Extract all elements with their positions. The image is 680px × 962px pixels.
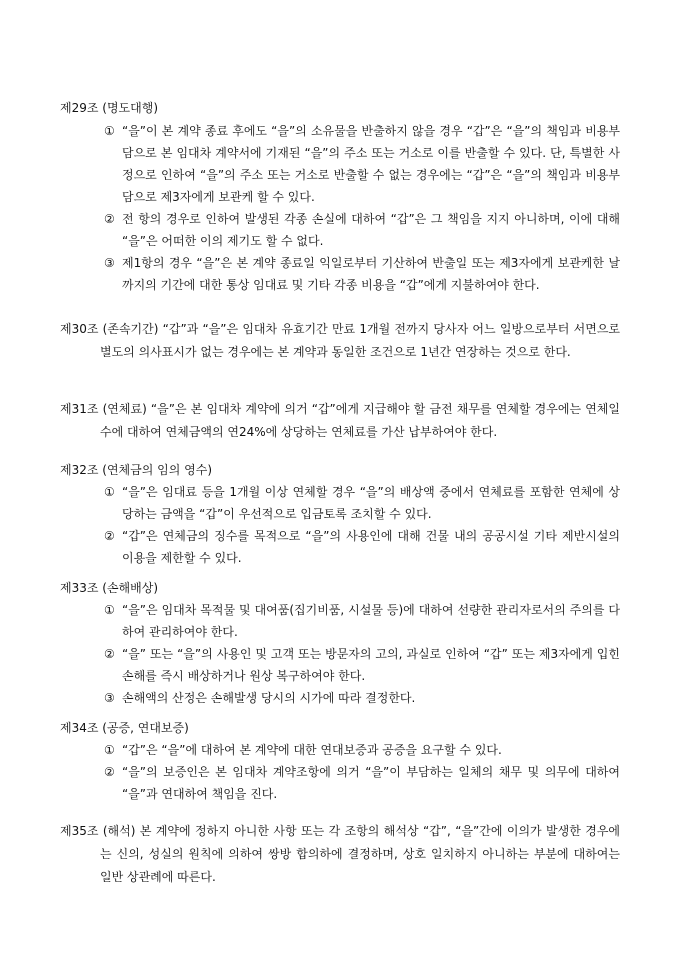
article-33: [60, 578, 620, 709]
clause-item: [104, 481, 620, 525]
clause-number: ①: [104, 124, 115, 138]
article-text: 제35조 (해석) 본 계약에 정하지 아니한 사항 또는 각 조항의 해석상 “갑”, “을”간에 이의가 발생한 경우에는 신의, 성실의 원칙에 의하여 쌍방 합의하에 결정하며, 상호 일치하지 아니하는 부분에 대하여는 일반 상관례에 따른다.: [60, 824, 620, 884]
clause-text: “을” 또는 “을”의 사용인 및 고객 또는 방문자의 고의, 과실로 인하여 “갑” 또는 제3자에게 입힌 손해를 즉시 배상하거나 원상 복구하여야 한다.: [122, 647, 620, 683]
clause-text: “갑”은 “을”에 대하여 본 계약에 대한 연대보증과 공증을 요구할 수 있다.: [122, 743, 502, 757]
clause-text: “갑”은 연체금의 징수를 목적으로 “을”의 사용인에 대해 건물 내의 공공시설 기타 제반시설의 이용을 제한할 수 있다.: [122, 529, 620, 565]
article-34: [60, 718, 620, 805]
clause-number: ②: [104, 212, 115, 226]
article-text: 제30조 (존속기간) “갑”과 “을”은 임대차 유효기간 만료 1개월 전까지 당사자 어느 일방으로부터 서면으로 별도의 의사표시가 없는 경우에는 본 계약과 동일한 조건으로 1년간 연장하는 것으로 한다.: [60, 322, 620, 359]
article-heading: 제34조 (공증, 연대보증): [60, 721, 189, 735]
clause-item: [104, 739, 620, 761]
article-text: 제31조 (연체료) “을”은 본 임대차 계약에 의거 “갑”에게 지급해야 할 금전 채무를 연체할 경우에는 연체일수에 대하여 연체금액의 연24%에 상당하는 연체료를 가산 납부하여야 한다.: [60, 402, 620, 439]
clause-number: ②: [104, 765, 115, 779]
article-30: [60, 318, 620, 364]
article-35: [60, 820, 620, 889]
clause-item: [104, 687, 620, 709]
clause-text: “을”은 임대료 등을 1개월 이상 연체할 경우 “을”의 배상액 중에서 연체료를 포함한 연체에 상당하는 금액을 “갑”이 우선적으로 입금토록 조치할 수 있다.: [122, 485, 620, 521]
clause-number: ③: [104, 256, 115, 270]
clause-text: “을”은 임대차 목적물 및 대여품(집기비품, 시설물 등)에 대하여 선량한 관리자로서의 주의를 다하여 관리하여야 한다.: [122, 603, 620, 639]
article-31: [60, 398, 620, 444]
clause-text: “을”이 본 계약 종료 후에도 “을”의 소유물을 반출하지 않을 경우 “갑”은 “을”의 책임과 비용부담으로 본 임대차 계약서에 기재된 “을”의 주소 또는 거소로 이를 반출할 수 있다. 단, 특별한 사정으로 인하여 “을”의 주소 또는 거소로 반출할 수 없는 경우에는 “갑”은 “을”의 책임과 비용부담으로 제3자에게 보관케 할 수 있다.: [122, 124, 620, 204]
clause-item: [104, 120, 620, 208]
article-heading: 제29조 (명도대행): [60, 101, 158, 115]
clause-item: [104, 525, 620, 569]
clause-text: 제1항의 경우 “을”은 본 계약 종료일 익일로부터 기산하여 반출일 또는 제3자에게 보관케한 날까지의 기간에 대한 통상 임대료 및 기타 각종 비용을 “갑”에게 지불하여야 한다.: [122, 256, 620, 292]
clause-number: ②: [104, 647, 115, 661]
clause-number: ②: [104, 529, 115, 543]
clause-text: 전 항의 경우로 인하여 발생된 각종 손실에 대하여 “갑”은 그 책임을 지지 아니하며, 이에 대해 “을”은 어떠한 이의 제기도 할 수 없다.: [122, 212, 620, 248]
clause-number: ③: [104, 691, 115, 705]
clause-item: [104, 643, 620, 687]
clause-number: ①: [104, 485, 115, 499]
article-heading: 제33조 (손해배상): [60, 581, 158, 595]
article-heading: 제32조 (연체금의 임의 영수): [60, 463, 212, 477]
clause-item: [104, 208, 620, 252]
clause-text: “을”의 보증인은 본 임대차 계약조항에 의거 “을”이 부담하는 일체의 채무 및 의무에 대하여 “을”과 연대하여 책임을 진다.: [122, 765, 620, 801]
clause-number: ①: [104, 603, 115, 617]
clause-item: [104, 761, 620, 805]
article-29: [60, 98, 620, 296]
clause-text: 손해액의 산정은 손해발생 당시의 시가에 따라 결정한다.: [122, 691, 416, 705]
clause-item: [104, 252, 620, 296]
clause-number: ①: [104, 743, 115, 757]
clause-item: [104, 599, 620, 643]
article-32: [60, 460, 620, 569]
